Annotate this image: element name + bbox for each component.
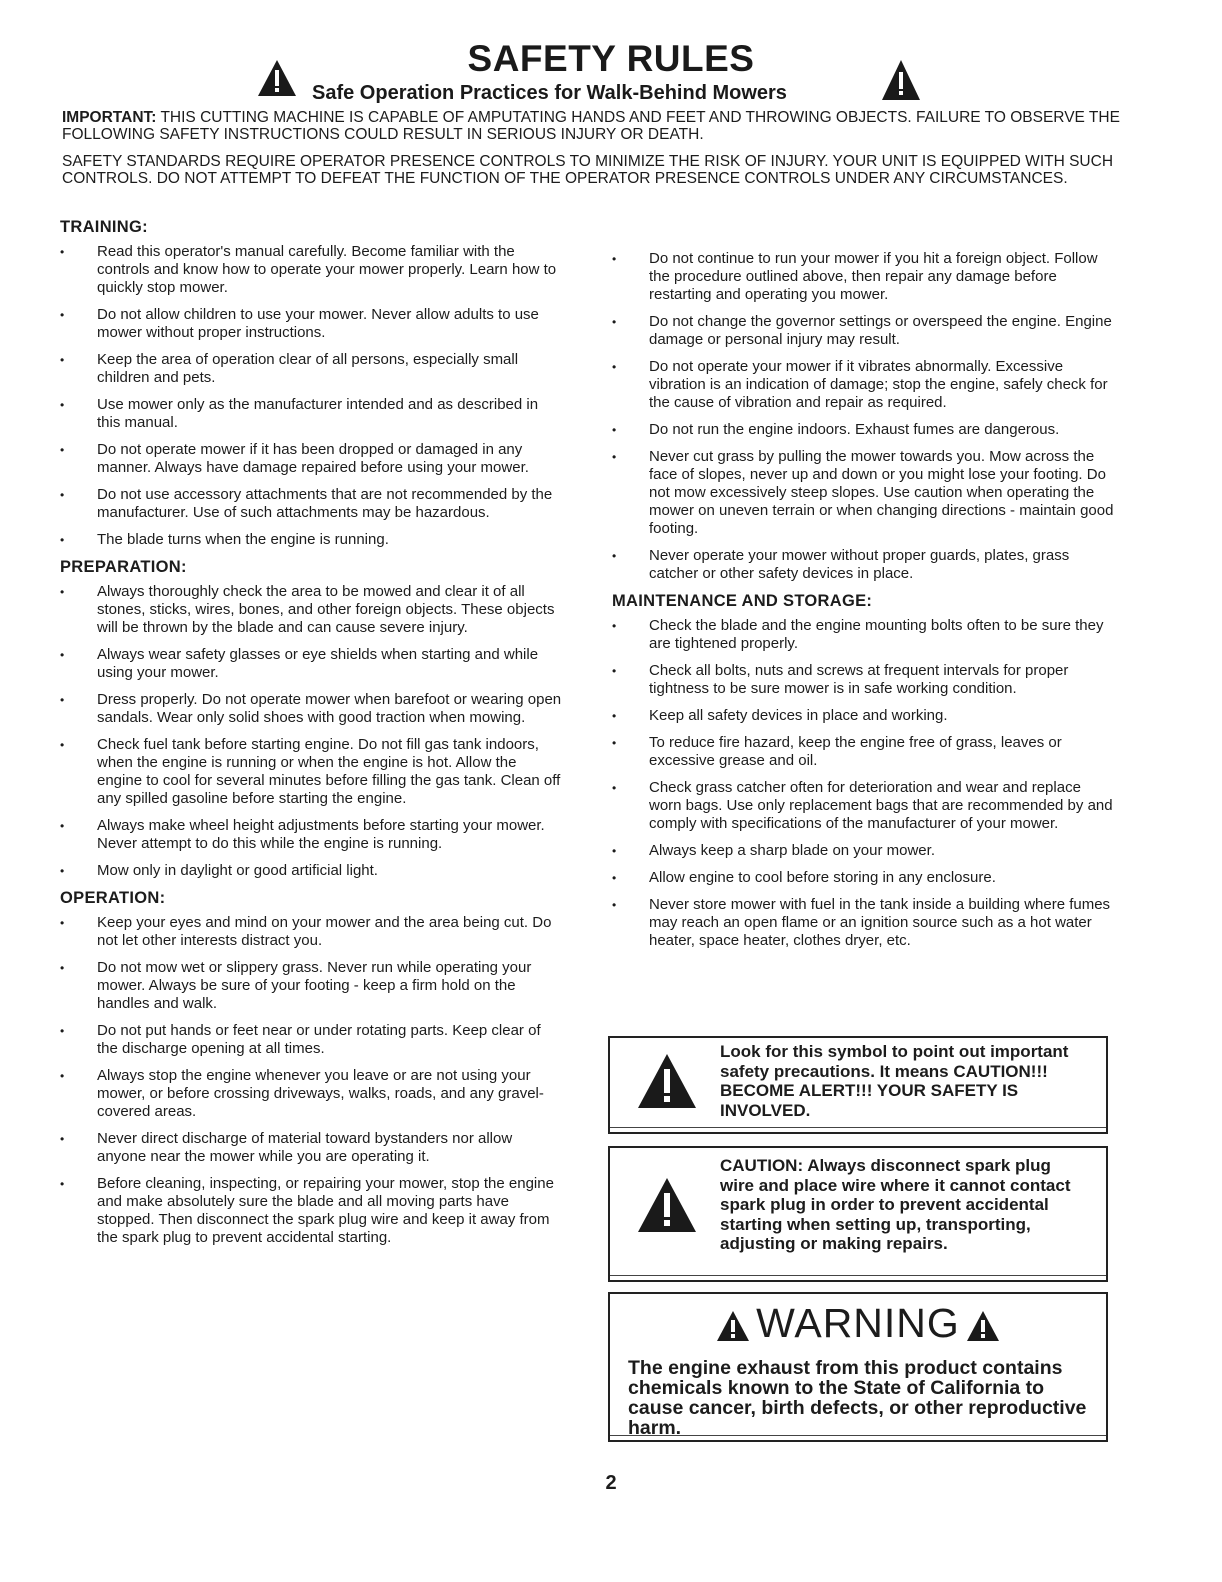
list-item: • Read this operator's manual carefully. Become familiar with the controls and know how to operate your mower properly. Learn how to quickly stop mower.	[60, 243, 565, 297]
list-item: • Keep the area of operation clear of all persons, especially small children and pets.	[60, 351, 565, 387]
list-item: • Dress properly. Do not operate mower when barefoot or wearing open sandals. Wear only solid shoes with good traction when mowing.	[60, 691, 565, 727]
list-item: • Allow engine to cool before storing in any enclosure.	[612, 869, 1117, 887]
list-item: • Before cleaning, inspecting, or repairing your mower, stop the engine and make absolutely sure the blade and all moving parts have stopped. Then disconnect the spark plug wire and keep it away from the spark plug to prevent accidental starting.	[60, 1175, 565, 1247]
operation-list	[60, 914, 565, 1247]
list-item: • Never store mower with fuel in the tank inside a building where fumes may reach an open flame or an ignition source such as a hot water heater, space heater, clothes dryer, etc.	[612, 896, 1117, 950]
page-number: 2	[605, 1472, 617, 1494]
list-item: • Mow only in daylight or good artificial light.	[60, 862, 565, 880]
training-list	[60, 243, 565, 549]
list-item: • Use mower only as the manufacturer intended and as described in this manual.	[60, 396, 565, 432]
list-item: • Always thoroughly check the area to be mowed and clear it of all stones, sticks, wires, bones, and other foreign objects. These objects will be thrown by the blade and can cause severe injury.	[60, 583, 565, 637]
warning-triangle-icon	[636, 1052, 698, 1110]
page-title: SAFETY RULES	[467, 38, 755, 79]
section-heading-operation: OPERATION:	[60, 889, 166, 907]
warning-triangle-icon	[966, 1310, 1000, 1342]
operation-continued-list	[612, 250, 1117, 583]
list-item: • Check fuel tank before starting engine. Do not fill gas tank indoors, when the engine is running or when the engine is hot. Allow the engine to cool for several minutes before filling the gas tank. Clean off any spilled gasoline before starting the engine.	[60, 736, 565, 808]
list-item: • Do not allow children to use your mower. Never allow adults to use mower without proper instructions.	[60, 306, 565, 342]
caution-notice-text: CAUTION: Always disconnect spark plug wire and place wire where it cannot contact spark plug in order to prevent accidental starting when setting up, transporting, adjusting or making repairs.	[720, 1156, 1071, 1253]
list-item: • Do not run the engine indoors. Exhaust fumes are dangerous.	[612, 421, 1117, 439]
warning-triangle-icon	[636, 1176, 698, 1234]
list-item: • Always wear safety glasses or eye shields when starting and while using your mower.	[60, 646, 565, 682]
list-item: • Check all bolts, nuts and screws at frequent intervals for proper tightness to be sure mower is in safe working condition.	[612, 662, 1117, 698]
subtitle-row	[312, 82, 787, 105]
list-item: • Check grass catcher often for deterioration and wear and replace worn bags. Use only replacement bags that are recommended by and comply with specifications of the manufacturer of your mower.	[612, 779, 1117, 833]
warning-text: The engine exhaust from this product contains chemicals known to the State of California to cause cancer, birth defects, or other reproductive harm.	[628, 1357, 1087, 1439]
section-heading-maintenance: MAINTENANCE AND STORAGE:	[612, 592, 873, 610]
warning-triangle-icon	[716, 1310, 750, 1342]
list-item: • Never direct discharge of material toward bystanders nor allow anyone near the mower while you are operating it.	[60, 1130, 565, 1166]
maintenance-list	[612, 617, 1117, 950]
safety-symbol-notice-box	[608, 1036, 1108, 1134]
section-heading-preparation: PREPARATION:	[60, 558, 187, 576]
list-item: • Never cut grass by pulling the mower towards you. Mow across the face of slopes, never up and down or you might lose your footing. Do not mow excessively steep slopes. Use caution when operating the mower on uneven terrain or when changing directions - maintain good footing.	[612, 448, 1117, 538]
warning-triangle-icon	[256, 58, 298, 98]
title-row	[0, 38, 1222, 80]
warning-triangle-icon	[880, 58, 922, 102]
list-item: • Never operate your mower without proper guards, plates, grass catcher or other safety devices in place.	[612, 547, 1117, 583]
list-item: • Keep your eyes and mind on your mower and the area being cut. Do not let other interests distract you.	[60, 914, 565, 950]
list-item: • Do not change the governor settings or overspeed the engine. Engine damage or personal injury may result.	[612, 313, 1117, 349]
warning-heading: WARNING	[756, 1300, 960, 1346]
list-item: • Check the blade and the engine mounting bolts often to be sure they are tightened properly.	[612, 617, 1117, 653]
important-notice	[62, 109, 1120, 143]
section-heading-training: TRAINING:	[60, 218, 148, 236]
list-item: • To reduce fire hazard, keep the engine free of grass, leaves or excessive grease and oil.	[612, 734, 1117, 770]
list-item: • Do not operate mower if it has been dropped or damaged in any manner. Always have damage repaired before using your mower.	[60, 441, 565, 477]
list-item: • Do not operate your mower if it vibrates abnormally. Excessive vibration is an indication of damage; stop the engine, safely check for the cause of vibration and repair as required.	[612, 358, 1117, 412]
right-column	[612, 250, 1117, 959]
caution-notice-box	[608, 1146, 1108, 1282]
list-item: • Always keep a sharp blade on your mower.	[612, 842, 1117, 860]
list-item: • Do not mow wet or slippery grass. Never run while operating your mower. Always be sure of your footing - keep a firm hold on the handles and walk.	[60, 959, 565, 1013]
list-item: • The blade turns when the engine is running.	[60, 531, 565, 549]
page-subtitle: Safe Operation Practices for Walk-Behind Mowers	[312, 82, 787, 104]
left-column	[60, 218, 565, 1256]
warning-heading-row	[610, 1300, 1106, 1347]
list-item: • Do not use accessory attachments that are not recommended by the manufacturer. Use of such attachments may be hazardous.	[60, 486, 565, 522]
list-item: • Always make wheel height adjustments before starting your mower. Never attempt to do this while the engine is running.	[60, 817, 565, 853]
standards-notice: SAFETY STANDARDS REQUIRE OPERATOR PRESENCE CONTROLS TO MINIMIZE THE RISK OF INJURY. YOUR UNIT IS EQUIPPED WITH SUCH CONTROLS. DO NOT ATTEMPT TO DEFEAT THE FUNCTION OF THE OPERATOR PRESENCE CONTROLS UNDER ANY CIRCUMSTANCES.	[62, 153, 1114, 187]
list-item: • Do not put hands or feet near or under rotating parts. Keep clear of the discharge opening at all times.	[60, 1022, 565, 1058]
list-item: • Always stop the engine whenever you leave or are not using your mower, or before crossing driveways, walks, roads, and any gravel-covered areas.	[60, 1067, 565, 1121]
list-item: • Keep all safety devices in place and working.	[612, 707, 1117, 725]
safety-symbol-notice-text: Look for this symbol to point out important safety precautions. It means CAUTION!!! BECOME ALERT!!! YOUR SAFETY IS INVOLVED.	[720, 1042, 1069, 1120]
important-label: IMPORTANT:	[62, 109, 157, 126]
important-text: THIS CUTTING MACHINE IS CAPABLE OF AMPUTATING HANDS AND FEET AND THROWING OBJECTS. FAILURE TO OBSERVE THE FOLLOWING SAFETY INSTRUCTIONS COULD RESULT IN SERIOUS INJURY OR DEATH.	[62, 109, 1120, 143]
warning-box	[608, 1292, 1108, 1442]
list-item: • Do not continue to run your mower if you hit a foreign object. Follow the procedure outlined above, then repair any damage before restarting and operating you mower.	[612, 250, 1117, 304]
preparation-list	[60, 583, 565, 880]
